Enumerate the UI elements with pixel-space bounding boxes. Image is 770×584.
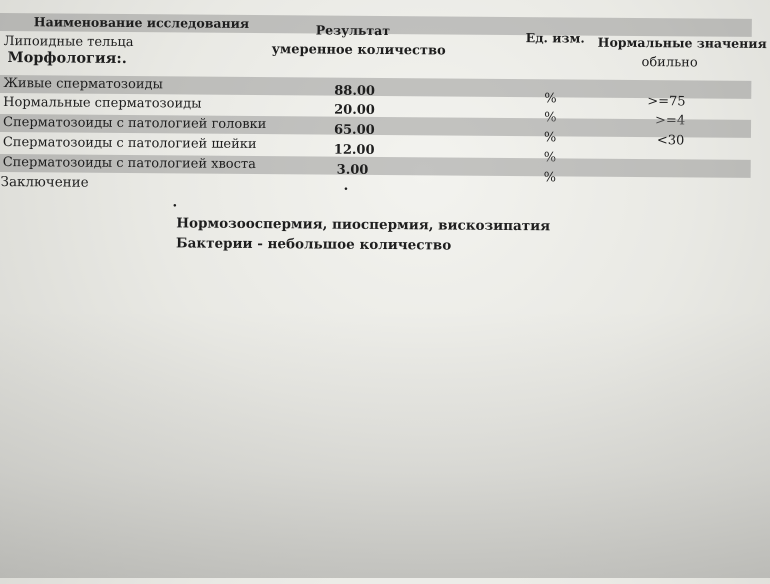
row-unit: % (543, 150, 557, 166)
conclusion-label: Заключение (0, 174, 89, 191)
row-unit: % (544, 91, 557, 107)
header-unit: Ед. изм. (525, 30, 585, 46)
row-name: Живые сперматозоиды (3, 76, 163, 93)
conclusion-dot: . (172, 194, 178, 211)
section-title-morphology: Морфология:. (7, 49, 127, 67)
header-norm: Нормальные значения (597, 34, 767, 52)
row-result: 3.00 (336, 162, 369, 178)
conclusion-line-1: Нормозооспермия, пиоспермия, вискозипатия (176, 215, 551, 235)
row-name: Сперматозоиды с патологией головки (2, 115, 267, 133)
row-result: 88.00 (334, 83, 376, 99)
header-result: Результат (315, 22, 391, 39)
row-name: Липоидные тельца (3, 34, 134, 51)
row-norm: >=4 (655, 113, 686, 129)
row-result: 65.00 (333, 122, 375, 138)
row-norm: обильно (641, 55, 698, 71)
row-unit: % (543, 130, 557, 146)
row-result: 20.00 (334, 102, 375, 118)
row-unit: % (543, 170, 557, 186)
header-name: Наименование исследования (33, 14, 250, 31)
row-norm: <30 (656, 133, 685, 149)
conclusion-dot: . (343, 177, 349, 194)
row-result: умеренное количество (271, 42, 446, 59)
row-norm: >=75 (647, 94, 686, 110)
conclusion-line-2: Бактерии - небольшое количество (176, 235, 452, 254)
row-name: Сперматозоиды с патологией хвоста (2, 155, 256, 173)
row-name: Нормальные сперматозоиды (3, 95, 202, 112)
row-result: 12.00 (333, 142, 375, 158)
row-name: Сперматозоиды с патологией шейки (2, 135, 257, 153)
row-unit: % (544, 110, 557, 126)
